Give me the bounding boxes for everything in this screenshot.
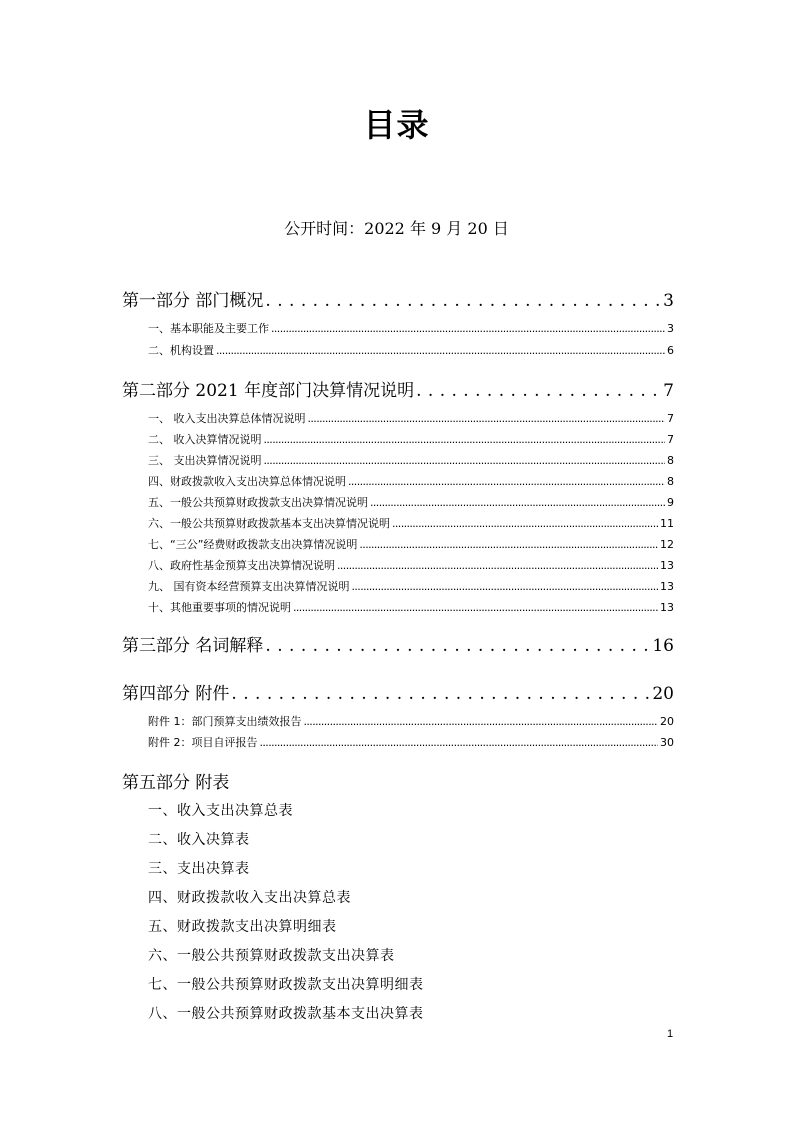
toc-leader <box>392 517 658 530</box>
toc-leader <box>216 344 665 357</box>
toc-leader <box>352 580 659 593</box>
toc-item[interactable] <box>148 713 674 729</box>
appendix-table-item: 六、一般公共预算财政拨款支出决算表 <box>148 948 395 964</box>
toc-item-label: 九、 国有资本经营预算支出决算情况说明 <box>148 580 350 593</box>
toc-item-label: 三、 支出决算情况说明 <box>148 454 262 467</box>
toc-item-label: 八、政府性基金预算支出决算情况说明 <box>148 559 335 572</box>
toc-part1-page: 3 <box>663 291 674 311</box>
toc-leader <box>308 412 666 425</box>
toc-item-page: 13 <box>660 601 674 614</box>
toc-item[interactable] <box>148 536 674 552</box>
toc-item[interactable] <box>148 515 674 531</box>
toc-item-label: 二、 收入决算情况说明 <box>148 433 262 446</box>
toc-item[interactable] <box>148 578 674 594</box>
toc-part1[interactable] <box>122 286 674 310</box>
toc-item-label: 七、“三公”经费财政拨款支出决算情况说明 <box>148 538 358 551</box>
toc-item-page: 13 <box>660 559 674 572</box>
appendix-table-item: 二、收入决算表 <box>148 832 250 848</box>
toc-item-label: 一、 收入支出决算总体情况说明 <box>148 412 306 425</box>
toc-item-label: 五、一般公共预算财政拨款支出决算情况说明 <box>148 496 368 509</box>
toc-leader <box>293 601 658 614</box>
toc-part3-page: 16 <box>652 636 674 656</box>
toc-item[interactable] <box>148 342 674 358</box>
toc-leader <box>348 475 665 488</box>
toc-leader <box>260 736 659 749</box>
toc-leader <box>271 322 665 335</box>
toc-item-label: 十、其他重要事项的情况说明 <box>148 601 291 614</box>
toc-item-page: 7 <box>667 433 674 446</box>
appendix-table-item: 五、财政拨款支出决算明细表 <box>148 919 337 935</box>
toc-item[interactable] <box>148 599 674 615</box>
appendix-table-item: 七、一般公共预算财政拨款支出决算明细表 <box>148 977 424 993</box>
toc-item-page: 13 <box>660 580 674 593</box>
toc-item[interactable] <box>148 410 674 426</box>
toc-item-label: 一、基本职能及主要工作 <box>148 322 269 335</box>
toc-item-page: 7 <box>667 412 674 425</box>
toc-part1-label: 第一部分 部门概况 <box>122 291 264 311</box>
toc-leader <box>265 291 661 311</box>
toc-item[interactable] <box>148 452 674 468</box>
toc-part5-label: 第五部分 附表 <box>122 773 230 793</box>
toc-part4[interactable] <box>122 679 674 703</box>
toc-leader <box>265 636 650 656</box>
page-title: 目录 <box>363 106 430 144</box>
toc-item-label: 附件 2：项目自评报告 <box>148 736 258 749</box>
toc-leader <box>370 496 665 509</box>
toc-leader <box>337 559 658 572</box>
toc-item-page: 8 <box>667 454 674 467</box>
toc-part2[interactable] <box>122 376 674 400</box>
toc-item-label: 附件 1：部门预算支出绩效报告 <box>148 715 302 728</box>
toc-item-page: 30 <box>660 736 674 749</box>
toc-item-label: 二、机构设置 <box>148 344 214 357</box>
toc-part4-page: 20 <box>652 684 674 704</box>
toc-part3[interactable] <box>122 631 674 655</box>
appendix-table-item: 四、财政拨款收入支出决算总表 <box>148 890 351 906</box>
toc-item[interactable] <box>148 431 674 447</box>
toc-leader <box>416 381 661 401</box>
toc-item[interactable] <box>148 734 674 750</box>
toc-leader <box>359 538 658 551</box>
toc-leader <box>264 454 666 467</box>
toc-part4-label: 第四部分 附件 <box>122 684 230 704</box>
toc-item-page: 20 <box>660 715 674 728</box>
appendix-table-item: 一、收入支出决算总表 <box>148 803 293 819</box>
toc-leader <box>264 433 666 446</box>
toc-item-page: 12 <box>660 538 674 551</box>
toc-part3-label: 第三部分 名词解释 <box>122 636 264 656</box>
toc-part2-label: 第二部分 2021 年度部门决算情况说明 <box>122 381 415 401</box>
toc-part2-page: 7 <box>663 381 674 401</box>
toc-item-page: 11 <box>660 517 674 530</box>
appendix-table-item: 三、支出决算表 <box>148 861 250 877</box>
toc-item-page: 8 <box>667 475 674 488</box>
toc-item-label: 六、一般公共预算财政拨款基本支出决算情况说明 <box>148 517 390 530</box>
toc-item[interactable] <box>148 473 674 489</box>
toc-item[interactable] <box>148 557 674 573</box>
appendix-table-item: 八、一般公共预算财政拨款基本支出决算表 <box>148 1006 424 1022</box>
page-number: 1 <box>667 1028 674 1040</box>
toc-item[interactable] <box>148 320 674 336</box>
toc-item-label: 四、财政拨款收入支出决算总体情况说明 <box>148 475 346 488</box>
toc-item-page: 6 <box>667 344 674 357</box>
toc-item[interactable] <box>148 494 674 510</box>
toc-item-page: 9 <box>667 496 674 509</box>
publish-date: 公开时间：2022 年 9 月 20 日 <box>284 219 509 238</box>
toc-leader <box>304 715 659 728</box>
toc-leader <box>231 684 650 704</box>
toc-item-page: 3 <box>667 322 674 335</box>
